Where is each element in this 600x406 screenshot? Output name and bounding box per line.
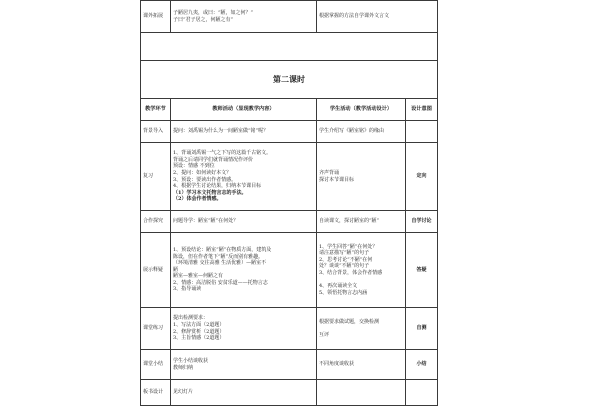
header-teacher: 教师活动（显现教学内容）: [171, 99, 317, 121]
teacher-line: 学生小结谈收获: [173, 357, 209, 364]
extension-teacher-line: 子陋居九夷，或曰：“陋，如之何？”: [173, 9, 254, 16]
teacher-cell: [171, 350, 317, 380]
teacher-cell: [171, 380, 317, 406]
teacher-line: 3、指导诵读: [173, 286, 202, 293]
table-row: [141, 233, 438, 308]
teacher-cell: [171, 121, 317, 143]
student-line: 1、学生回答“陋”在何处？: [319, 243, 378, 250]
teacher-line: 4、根据学生讨论结果，归纳本节课目标: [173, 183, 262, 190]
intent-cell: [406, 380, 438, 406]
teacher-line: （环境清雅 交往高雅 生活优雅）—陋室不: [173, 260, 267, 267]
extension-teacher-line: 子曰“君子居之，何陋之有”: [173, 16, 234, 23]
teacher-cell: [171, 308, 317, 350]
student-line: 2、思考讨论“不陋”在何: [319, 256, 373, 263]
teacher-line: 提问：刘禹锡为什么为一间陋室做“铭”呢？: [173, 128, 269, 135]
student-line: 互评: [319, 331, 330, 338]
teacher-cell: [171, 143, 317, 211]
teacher-line: 见幻灯片: [173, 389, 194, 396]
student-line: 齐声背诵: [319, 169, 340, 176]
extension-student-cell: 根据掌握的方法自学课外文言文: [317, 1, 438, 33]
teacher-line: 问题导学：陋室“陋”在何处？: [173, 218, 239, 225]
extension-label: 课外拓展: [141, 1, 171, 33]
header-student: 学生活动（教学活动设计）: [317, 99, 406, 121]
teacher-line: 2、提问：如何读好本文？: [173, 169, 232, 176]
extension-teacher-cell: [171, 1, 317, 33]
lesson-plan-table: [140, 0, 438, 406]
table-row: [141, 380, 438, 406]
teacher-line: 提出检测要求：: [173, 315, 209, 322]
student-cell: [317, 211, 406, 233]
student-line: 不同角度谈收获: [319, 361, 355, 368]
teacher-cell: [171, 233, 317, 308]
stage-cell: 背景导入: [141, 121, 171, 143]
student-line: 自读课文，探讨陋室的“陋”: [319, 218, 380, 225]
teacher-line: 2、情感：高洁脱俗 安贫乐道——托物言志: [173, 279, 268, 286]
student-line: 根据要求做试题，交换检测: [319, 318, 380, 325]
stage-cell: 合作探究: [141, 211, 171, 233]
teacher-cell: [171, 211, 317, 233]
section-title: 第二课时: [141, 61, 438, 99]
teacher-line: 教师归纳: [173, 364, 194, 371]
student-line: 5、领悟托物言志内涵: [319, 289, 368, 296]
teacher-line: 陋室—雅室—何陋之有: [173, 273, 224, 280]
teacher-line: 3、主旨情感（2道题）: [173, 335, 225, 342]
teacher-line: 3、预设：要读出作者情感。: [173, 176, 237, 183]
table-row: [141, 143, 438, 211]
stage-cell: 板书设计: [141, 380, 171, 406]
table-row: [141, 211, 438, 233]
header-row: [141, 99, 438, 121]
section-title-row: [141, 61, 438, 99]
teacher-goal-line: （1）学习本文托物言志的手法。: [173, 189, 247, 196]
stage-cell: 课堂小结: [141, 350, 171, 380]
intent-cell: [406, 121, 438, 143]
teacher-line: 背诵之后请同学们就背诵情况作评价: [173, 156, 254, 163]
teacher-line: 预设：情感 不到位: [173, 163, 215, 170]
header-intent: 设计意图: [406, 99, 438, 121]
student-cell: [317, 233, 406, 308]
blank-row: [141, 33, 438, 61]
student-line: [319, 325, 403, 332]
intent-cell: 小结: [406, 350, 438, 380]
teacher-line: 陈设，但在作者笔下“陋”反而别有雅趣。: [173, 253, 264, 260]
intent-cell: 答疑: [406, 233, 438, 308]
extension-row: [141, 1, 438, 33]
intent-cell: 定向: [406, 143, 438, 211]
student-line: 处？谈谈“不陋”的句子: [319, 263, 370, 270]
student-cell: [317, 380, 406, 406]
teacher-line: 2、修辞赏析（2道题）: [173, 328, 225, 335]
student-line: 4、再次诵读全文: [319, 283, 358, 290]
student-cell: [317, 143, 406, 211]
teacher-line: 1、写法方面（2道题）: [173, 321, 225, 328]
teacher-line: 陋: [173, 266, 179, 273]
student-line: 3、结合背景，体会作者情感: [319, 270, 383, 276]
student-line: 学生介绍写《陋室铭》的缘由: [319, 128, 385, 135]
stage-cell: 课堂练习: [141, 308, 171, 350]
teacher-goal-line: （2）体会作者情感。: [173, 196, 222, 203]
intent-cell: 自测: [406, 308, 438, 350]
student-cell: [317, 308, 406, 350]
student-cell: [317, 350, 406, 380]
table-row: [141, 350, 438, 380]
table-row: [141, 308, 438, 350]
header-stage: 教学环节: [141, 99, 171, 121]
student-line: 请注意描写“陋”的句子: [319, 250, 370, 257]
stage-cell: 展示释疑: [141, 233, 171, 308]
intent-cell: 自学讨论: [406, 211, 438, 233]
table-row: [141, 121, 438, 143]
student-cell: [317, 121, 406, 143]
teacher-line: 1、预设结论：陋室“陋”在物质方面，建筑及: [173, 246, 272, 253]
stage-cell: 复习: [141, 143, 171, 211]
teacher-line: 1、背诵刘禹锡一气之下写的这篇千古铭文。: [173, 150, 272, 157]
student-line: 探讨本节课目标: [319, 176, 355, 183]
